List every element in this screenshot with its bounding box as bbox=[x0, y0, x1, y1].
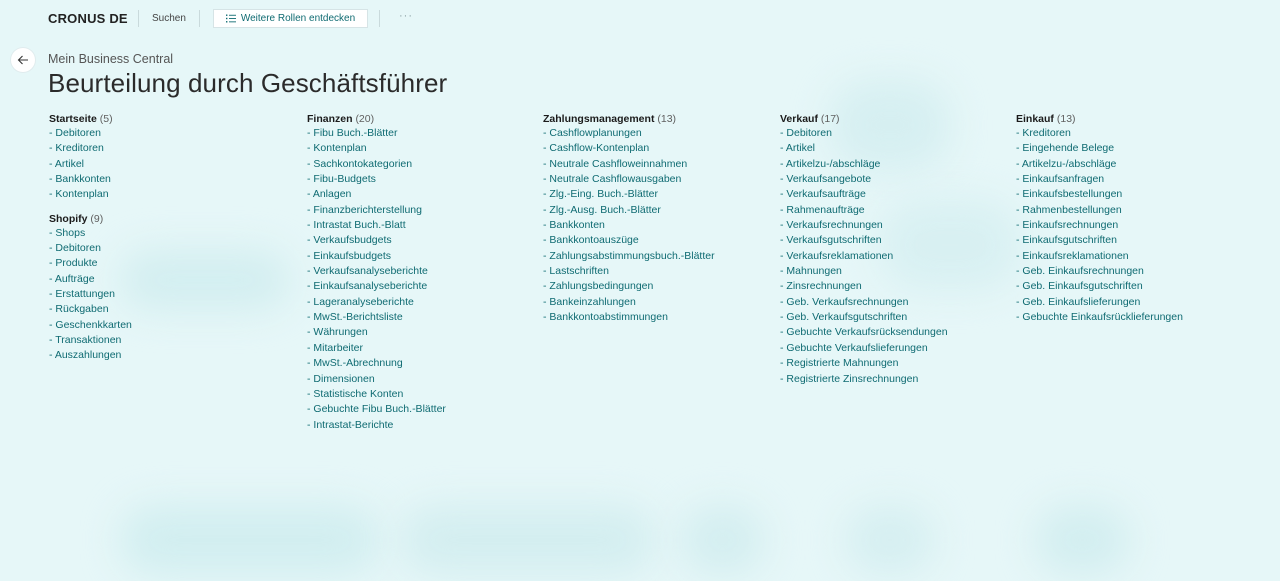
nav-link[interactable]: - Verkaufsrechnungen bbox=[780, 218, 948, 233]
group-title: Zahlungsmanagement bbox=[543, 113, 655, 125]
nav-link[interactable]: - Rahmenbestellungen bbox=[1016, 203, 1183, 218]
nav-link[interactable]: - Intrastat Buch.-Blatt bbox=[307, 218, 446, 233]
nav-link[interactable]: - Einkaufsbestellungen bbox=[1016, 187, 1183, 202]
group-title: Finanzen bbox=[307, 113, 353, 125]
group-title: Verkauf bbox=[780, 113, 818, 125]
nav-link[interactable]: - Verkaufsreklamationen bbox=[780, 249, 948, 264]
group-einkauf bbox=[1016, 112, 1183, 325]
group-links bbox=[49, 226, 132, 364]
nav-link[interactable]: - Sachkontokategorien bbox=[307, 157, 446, 172]
list-icon bbox=[226, 14, 236, 23]
nav-link[interactable]: - Gebuchte Fibu Buch.-Blätter bbox=[307, 402, 446, 417]
nav-link[interactable]: - Gebuchte Verkaufslieferungen bbox=[780, 341, 948, 356]
nav-link[interactable]: - Einkaufsbudgets bbox=[307, 249, 446, 264]
nav-link[interactable]: - Einkaufsgutschriften bbox=[1016, 233, 1183, 248]
group-links bbox=[49, 126, 132, 203]
group-count: (5) bbox=[99, 113, 113, 125]
nav-link[interactable]: - Registrierte Mahnungen bbox=[780, 356, 948, 371]
column-4 bbox=[780, 112, 948, 396]
nav-link[interactable]: - Eingehende Belege bbox=[1016, 141, 1183, 156]
more-options-button[interactable]: ··· bbox=[399, 10, 413, 22]
group-links bbox=[780, 126, 948, 387]
group-count: (13) bbox=[657, 113, 677, 125]
nav-link[interactable]: - Kontenplan bbox=[307, 141, 446, 156]
nav-link[interactable]: - Verkaufsbudgets bbox=[307, 233, 446, 248]
nav-link[interactable]: - Zlg.-Ausg. Buch.-Blätter bbox=[543, 203, 715, 218]
nav-link[interactable]: - Zahlungsbedingungen bbox=[543, 279, 715, 294]
nav-link[interactable]: - Rückgaben bbox=[49, 302, 132, 317]
group-links bbox=[543, 126, 715, 325]
nav-link[interactable]: - Debitoren bbox=[49, 126, 132, 141]
arrow-left-icon bbox=[17, 55, 29, 65]
group-shopify bbox=[49, 212, 132, 364]
nav-link[interactable]: - Registrierte Zinsrechnungen bbox=[780, 372, 948, 387]
nav-link[interactable]: - Bankkontoabstimmungen bbox=[543, 310, 715, 325]
explore-roles-button[interactable] bbox=[213, 9, 368, 28]
nav-link[interactable]: - Mahnungen bbox=[780, 264, 948, 279]
nav-link[interactable]: - Kreditoren bbox=[49, 141, 132, 156]
nav-link[interactable]: - Geb. Einkaufslieferungen bbox=[1016, 295, 1183, 310]
nav-link[interactable]: - Geb. Verkaufsrechnungen bbox=[780, 295, 948, 310]
nav-link[interactable]: - Fibu Buch.-Blätter bbox=[307, 126, 446, 141]
nav-link[interactable]: - Debitoren bbox=[49, 241, 132, 256]
nav-link[interactable]: - Artikelzu-/abschläge bbox=[780, 157, 948, 172]
nav-link[interactable]: - Einkaufsreklamationen bbox=[1016, 249, 1183, 264]
nav-link[interactable]: - Artikel bbox=[780, 141, 948, 156]
nav-link[interactable]: - Währungen bbox=[307, 325, 446, 340]
nav-link[interactable]: - Gebuchte Einkaufsrücklieferungen bbox=[1016, 310, 1183, 325]
nav-link[interactable]: - Geb. Einkaufsgutschriften bbox=[1016, 279, 1183, 294]
group-links bbox=[307, 126, 446, 433]
nav-link[interactable]: - Debitoren bbox=[780, 126, 948, 141]
nav-link[interactable]: - Geb. Einkaufsrechnungen bbox=[1016, 264, 1183, 279]
top-bar bbox=[0, 0, 1280, 38]
nav-link[interactable]: - Zlg.-Eing. Buch.-Blätter bbox=[543, 187, 715, 202]
nav-link[interactable]: - Einkaufsrechnungen bbox=[1016, 218, 1183, 233]
back-button[interactable] bbox=[11, 48, 35, 72]
nav-link[interactable]: - Zahlungsabstimmungsbuch.-Blätter bbox=[543, 249, 715, 264]
nav-link[interactable]: - Erstattungen bbox=[49, 287, 132, 302]
group-finanzen bbox=[307, 112, 446, 433]
nav-link[interactable]: - Gebuchte Verkaufsrücksendungen bbox=[780, 325, 948, 340]
nav-link[interactable]: - Kontenplan bbox=[49, 187, 132, 202]
column-3 bbox=[543, 112, 715, 334]
nav-link[interactable]: - Auszahlungen bbox=[49, 348, 132, 363]
separator bbox=[138, 10, 139, 27]
nav-link[interactable]: - Cashflow-Kontenplan bbox=[543, 141, 715, 156]
search-button[interactable]: Suchen bbox=[152, 13, 186, 24]
group-count: (9) bbox=[90, 212, 104, 225]
column-5 bbox=[1016, 112, 1183, 334]
separator bbox=[379, 10, 380, 27]
nav-link[interactable]: - Artikel bbox=[49, 157, 132, 172]
nav-link[interactable]: - Geschenkkarten bbox=[49, 318, 132, 333]
nav-link[interactable]: - Zinsrechnungen bbox=[780, 279, 948, 294]
nav-link[interactable]: - Neutrale Cashflowausgaben bbox=[543, 172, 715, 187]
nav-link[interactable]: - Verkaufsaufträge bbox=[780, 187, 948, 202]
group-startseite bbox=[49, 112, 132, 203]
nav-link[interactable]: - Produkte bbox=[49, 256, 132, 271]
nav-link[interactable]: - MwSt.-Abrechnung bbox=[307, 356, 446, 371]
nav-link[interactable]: - Aufträge bbox=[49, 272, 132, 287]
nav-link[interactable]: - Lastschriften bbox=[543, 264, 715, 279]
nav-link[interactable]: - Statistische Konten bbox=[307, 387, 446, 402]
page-title: Beurteilung durch Geschäftsführer bbox=[48, 68, 448, 98]
group-title: Einkauf bbox=[1016, 113, 1054, 125]
nav-link[interactable]: - Shops bbox=[49, 226, 132, 241]
group-count: (20) bbox=[355, 113, 375, 125]
group-title: Startseite bbox=[49, 113, 97, 125]
nav-link[interactable]: - Mitarbeiter bbox=[307, 341, 446, 356]
nav-link[interactable]: - Fibu-Budgets bbox=[307, 172, 446, 187]
group-count: (13) bbox=[1056, 113, 1076, 125]
nav-link[interactable]: - Einkaufsanalyseberichte bbox=[307, 279, 446, 294]
nav-link[interactable]: - Bankkonten bbox=[49, 172, 132, 187]
nav-link[interactable]: - Dimensionen bbox=[307, 372, 446, 387]
nav-link[interactable]: - Verkaufsangebote bbox=[780, 172, 948, 187]
company-name[interactable]: CRONUS DE bbox=[48, 11, 128, 26]
nav-link[interactable]: - Lageranalyseberichte bbox=[307, 295, 446, 310]
nav-link[interactable]: - Artikelzu-/abschläge bbox=[1016, 157, 1183, 172]
group-links bbox=[1016, 126, 1183, 325]
column-2 bbox=[307, 112, 446, 442]
nav-link[interactable]: - Rahmenaufträge bbox=[780, 203, 948, 218]
nav-link[interactable]: - MwSt.-Berichtsliste bbox=[307, 310, 446, 325]
nav-link[interactable]: - Finanzberichterstellung bbox=[307, 203, 446, 218]
nav-link[interactable]: - Bankkontoauszüge bbox=[543, 233, 715, 248]
group-title: Shopify bbox=[49, 212, 88, 225]
nav-link[interactable]: - Bankeinzahlungen bbox=[543, 295, 715, 310]
group-zahlungsmanagement bbox=[543, 112, 715, 325]
separator bbox=[199, 10, 200, 27]
nav-link[interactable]: - Intrastat-Berichte bbox=[307, 418, 446, 433]
explore-roles-label: Weitere Rollen entdecken bbox=[240, 13, 356, 24]
nav-link[interactable]: - Einkaufsanfragen bbox=[1016, 172, 1183, 187]
nav-link[interactable]: - Bankkonten bbox=[543, 218, 715, 233]
breadcrumb: Mein Business Central bbox=[48, 52, 174, 66]
nav-link[interactable]: - Geb. Verkaufsgutschriften bbox=[780, 310, 948, 325]
group-count: (17) bbox=[820, 113, 840, 125]
nav-link[interactable]: - Anlagen bbox=[307, 187, 446, 202]
column-1 bbox=[49, 112, 132, 373]
nav-link[interactable]: - Neutrale Cashfloweinnahmen bbox=[543, 157, 715, 172]
group-verkauf bbox=[780, 112, 948, 387]
nav-link[interactable]: - Verkaufsgutschriften bbox=[780, 233, 948, 248]
nav-link[interactable]: - Transaktionen bbox=[49, 333, 132, 348]
nav-link[interactable]: - Cashflowplanungen bbox=[543, 126, 715, 141]
nav-link[interactable]: - Verkaufsanalyseberichte bbox=[307, 264, 446, 279]
nav-link[interactable]: - Kreditoren bbox=[1016, 126, 1183, 141]
